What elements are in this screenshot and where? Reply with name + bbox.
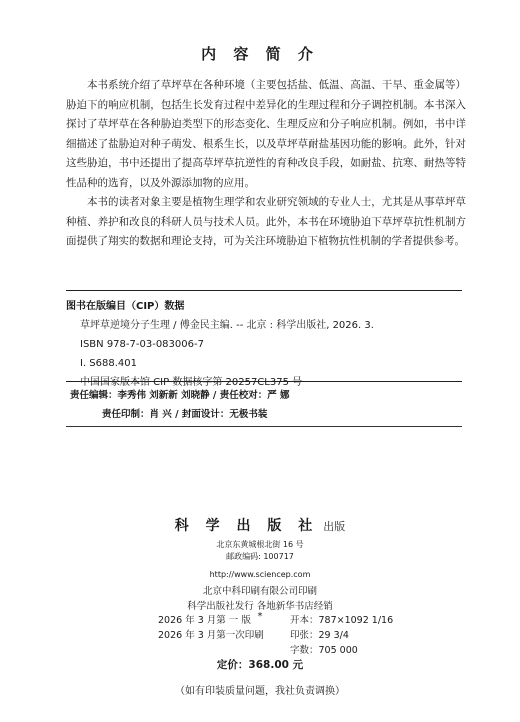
cip-title-line: 草坪草逆境分子生理 / 傅金民主编. -- 北京 : 科学出版社, 2026. 3. [80,320,374,331]
cip-record-number: 中国国家版本馆 CIP 数据核字第 20257CL375 号 [80,377,303,388]
publisher-postcode: 邮政编码: 100717 [226,552,294,561]
word-count: 字数：705 000 [290,645,358,656]
abstract-paragraph-1: 本书系统介绍了草坪草在各种环境（主要包括盐、低温、高温、干旱、重金属等）胁迫下的响应机制，包括生长发育过程中差异化的生理过程和分子调控机制。本书深入探讨了草坪草在各种胁迫类型下的形态变化、生理反应和分子响应机制。例如，书中详细描述了盐胁迫对种子萌发、根系生长，以及草坪草耐盐基因功能的影响。此外，针对这些胁迫，书中还提出了提高草坪草抗逆性的育种改良手段，如耐盐、抗寒、耐热等特性品种的选育，以及外源添加物的应用。 [66,79,466,189]
page-title: 内 容 简 介 [201,45,319,63]
publisher-line [0,515,520,535]
edition-block [0,613,520,658]
editors-block [70,386,462,424]
publisher-block [0,515,520,620]
cip-heading: 图书在版编目（CIP）数据 [66,301,185,312]
printed-sheets: 印张：29 3/4 [290,630,349,641]
price: 定价：368.00 元 [216,659,304,671]
distribution-line: 科学出版社发行 各地新华书店经销 [187,601,333,612]
quality-notice: （如有印装质量问题，我社负责调换） [175,686,345,697]
editors-line-1: 责任编辑：李秀伟 刘新新 刘晓静 / 责任校对：严 娜 [70,390,290,401]
cip-isbn: ISBN 978-7-03-083006-7 [80,339,204,350]
publisher-website: http://www.sciencep.com [209,570,311,579]
separator-asterisk: * [257,611,263,622]
editors-bottom-rule [66,426,462,427]
first-edition: 2026 年 3 月第 一 版 [158,615,251,626]
cip-block [66,297,462,392]
editors-line-2: 责任印制：肖 兴 / 封面设计：无极书装 [102,409,268,420]
cip-bottom-rule [66,381,462,382]
abstract-text [66,76,466,252]
cip-top-rule [66,290,462,291]
first-printing: 2026 年 3 月第一次印刷 [158,630,264,641]
publisher-address: 北京东黄城根北街 16 号 [216,540,304,549]
cip-classification: Ⅰ. S688.401 [80,358,138,369]
abstract-paragraph-2: 本书的读者对象主要是植物生理学和农业研究领域的专业人士，尤其是从事草坪草种植、养护和改良的科研人员与技术人员。此外，本书在环境胁迫下草坪草抗性机制方面提供了翔实的数据和理论支持，可为关注环境胁迫下植物抗性机制的学者提供参考。 [66,196,466,247]
book-format: 开本：787×1092 1/16 [290,615,394,626]
publisher-suffix: 出版 [323,520,346,533]
printer-name: 北京中科印刷有限公司印刷 [202,586,317,597]
publisher-logo-name: 科 学 出 版 社 [174,518,319,534]
